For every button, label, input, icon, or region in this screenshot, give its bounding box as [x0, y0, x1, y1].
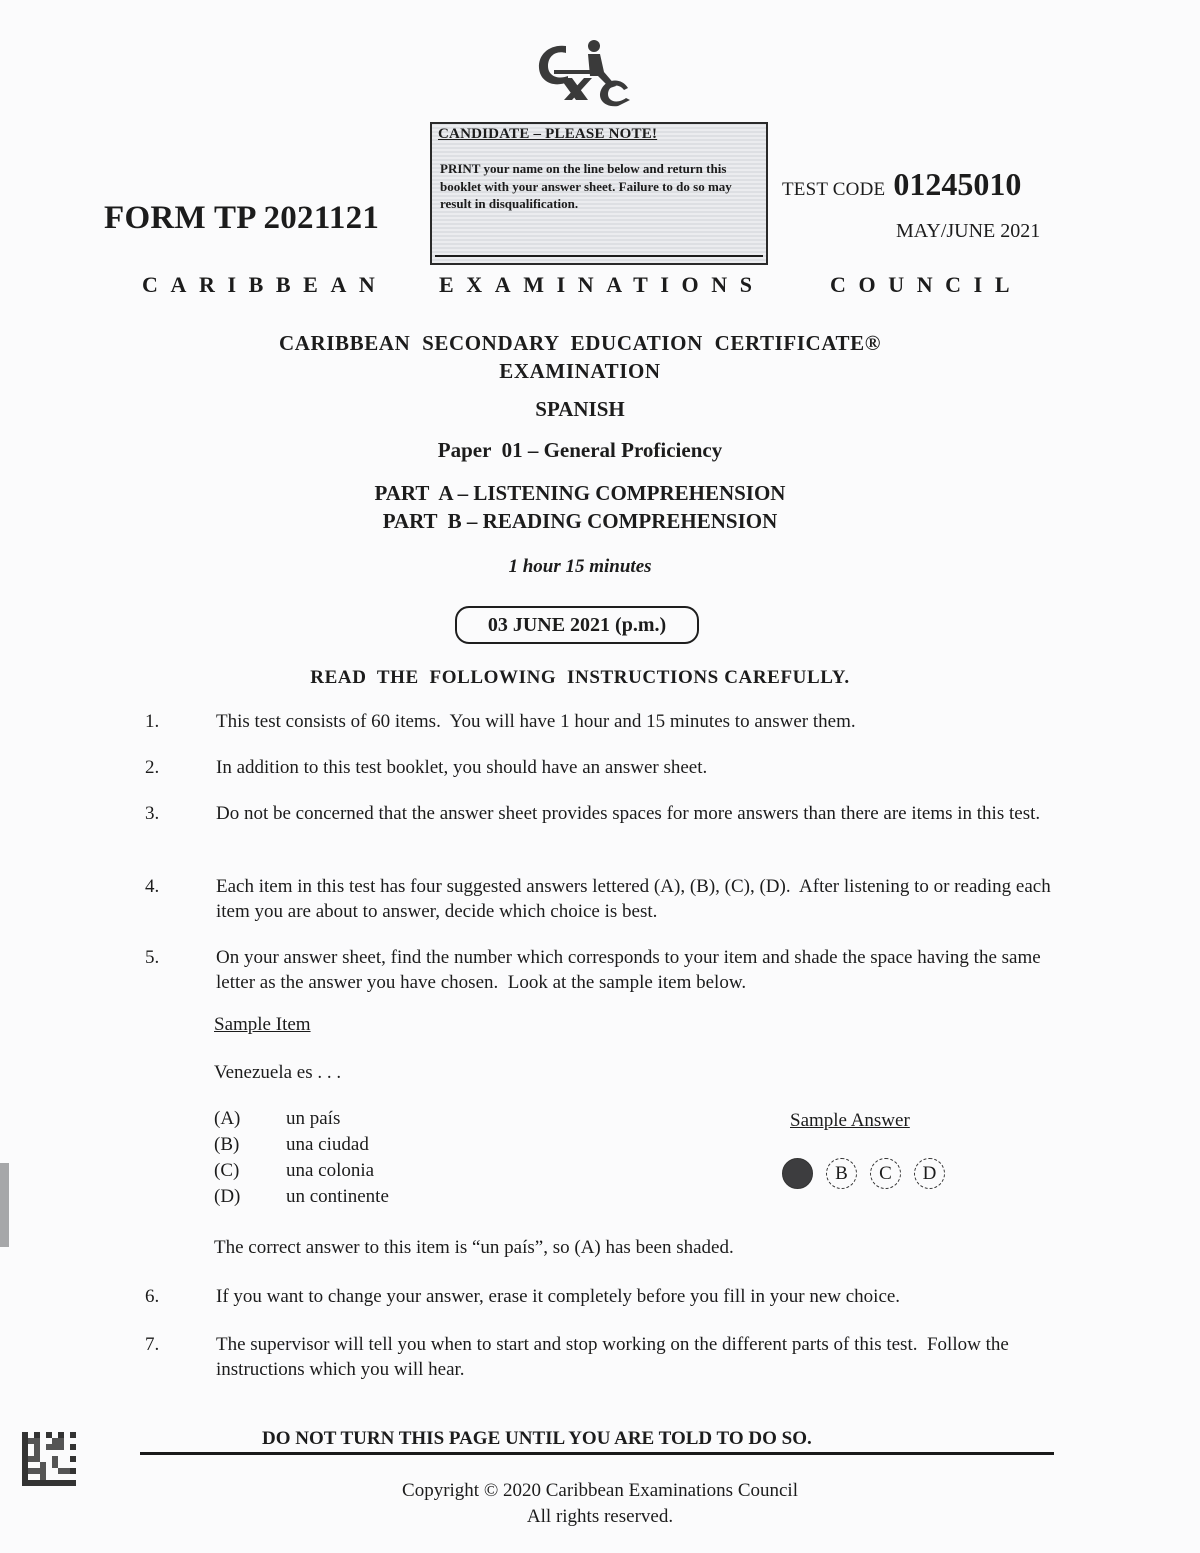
instruction-number: 2. — [145, 757, 160, 778]
test-code-label: TEST CODE — [782, 179, 886, 200]
option-text: una ciudad — [286, 1134, 369, 1155]
candidate-note-box — [430, 122, 768, 265]
footer-rule — [140, 1452, 1054, 1455]
subject-title: SPANISH — [535, 397, 625, 421]
copyright-text: Copyright © 2020 Caribbean Examinations Council — [402, 1480, 798, 1501]
paper-title: Paper 01 – General Proficiency — [437, 438, 723, 462]
instruction-number: 1. — [145, 711, 160, 732]
instruction-text: In addition to this test booklet, you should have an answer sheet. — [216, 757, 708, 778]
sample-explanation: The correct answer to this item is “un país”, so (A) has been shaded. — [214, 1237, 734, 1258]
council-word-examinations: EXAMINATIONS — [439, 272, 765, 297]
exam-session: MAY/JUNE 2021 — [896, 220, 1041, 242]
instruction-text: If you want to change your answer, erase it completely before you fill in your new choice. — [216, 1286, 901, 1307]
option-letter: (D) — [214, 1186, 241, 1207]
do-not-turn-warning: DO NOT TURN THIS PAGE UNTIL YOU ARE TOLD TO DO SO. — [262, 1428, 812, 1449]
bubble-b: B — [826, 1158, 857, 1189]
option-text: una colonia — [286, 1160, 375, 1181]
copyright-block — [20, 1478, 1180, 1530]
candidate-name-line[interactable] — [435, 255, 763, 257]
option-text: un país — [286, 1108, 341, 1129]
cxc-logo — [532, 36, 636, 108]
test-code-number: 01245010 — [893, 166, 1022, 202]
test-code — [782, 166, 1021, 203]
sample-answer-heading: Sample Answer — [790, 1110, 910, 1131]
instruction-text: Each item in this test has four suggested answers lettered (A), (B), (C), (D). After listening to or reading each item you are about to answer, decide which choice is best. — [216, 876, 1056, 922]
instruction-number: 3. — [145, 803, 160, 824]
note-title: CANDIDATE – PLEASE NOTE! — [438, 126, 658, 142]
bubble-d: D — [914, 1158, 945, 1189]
instruction-number: 4. — [145, 876, 160, 897]
parts-list — [0, 479, 1160, 535]
option-letter: (A) — [214, 1108, 241, 1129]
option-letter: (C) — [214, 1160, 240, 1181]
bubble-a-shaded — [782, 1158, 813, 1189]
instruction-text: This test consists of 60 items. You will have 1 hour and 15 minutes to answer them. — [216, 711, 856, 732]
council-word-council: COUNCIL — [830, 272, 1023, 297]
certificate-title — [0, 329, 1160, 385]
sample-item-heading: Sample Item — [214, 1014, 311, 1035]
instruction-number: 5. — [145, 947, 160, 968]
certificate-line-1: CARIBBEAN SECONDARY EDUCATION CERTIFICATE® — [278, 331, 882, 355]
scan-edge-bar — [0, 1163, 9, 1247]
council-word-caribbean: CARIBBEAN — [142, 272, 388, 297]
part-a: PART A – LISTENING COMPREHENSION — [374, 481, 786, 505]
exam-date: 03 JUNE 2021 (p.m.) — [455, 606, 699, 644]
option-text: un continente — [286, 1186, 389, 1207]
note-body: PRINT your name on the line below and return this booklet with your answer sheet. Failure to do so may result in disqualification. — [440, 161, 732, 211]
certificate-line-2: EXAMINATION — [499, 359, 661, 383]
cxc-logo-icon — [532, 36, 636, 108]
datamatrix-code-icon — [22, 1432, 76, 1486]
instructions-heading: READ THE FOLLOWING INSTRUCTIONS CAREFULLY. — [310, 667, 850, 688]
bubble-c: C — [870, 1158, 901, 1189]
exam-duration: 1 hour 15 minutes — [508, 556, 652, 577]
rights-text: All rights reserved. — [526, 1506, 674, 1527]
option-letter: (B) — [214, 1134, 240, 1155]
form-code: FORM TP 2021121 — [104, 200, 380, 236]
sample-question: Venezuela es . . . — [214, 1062, 342, 1083]
instruction-number: 6. — [145, 1286, 160, 1307]
instruction-text: The supervisor will tell you when to start and stop working on the different parts of this test. Follow the instructions which you will hear. — [216, 1334, 1014, 1380]
instruction-text: Do not be concerned that the answer sheet provides spaces for more answers than there are items in this test. — [216, 803, 1041, 824]
instruction-text: On your answer sheet, find the number which corresponds to your item and shade the space having the same letter as the answer you have chosen. Look at the sample item below. — [216, 947, 1046, 993]
instruction-number: 7. — [145, 1334, 160, 1355]
part-b: PART B – READING COMPREHENSION — [382, 509, 778, 533]
